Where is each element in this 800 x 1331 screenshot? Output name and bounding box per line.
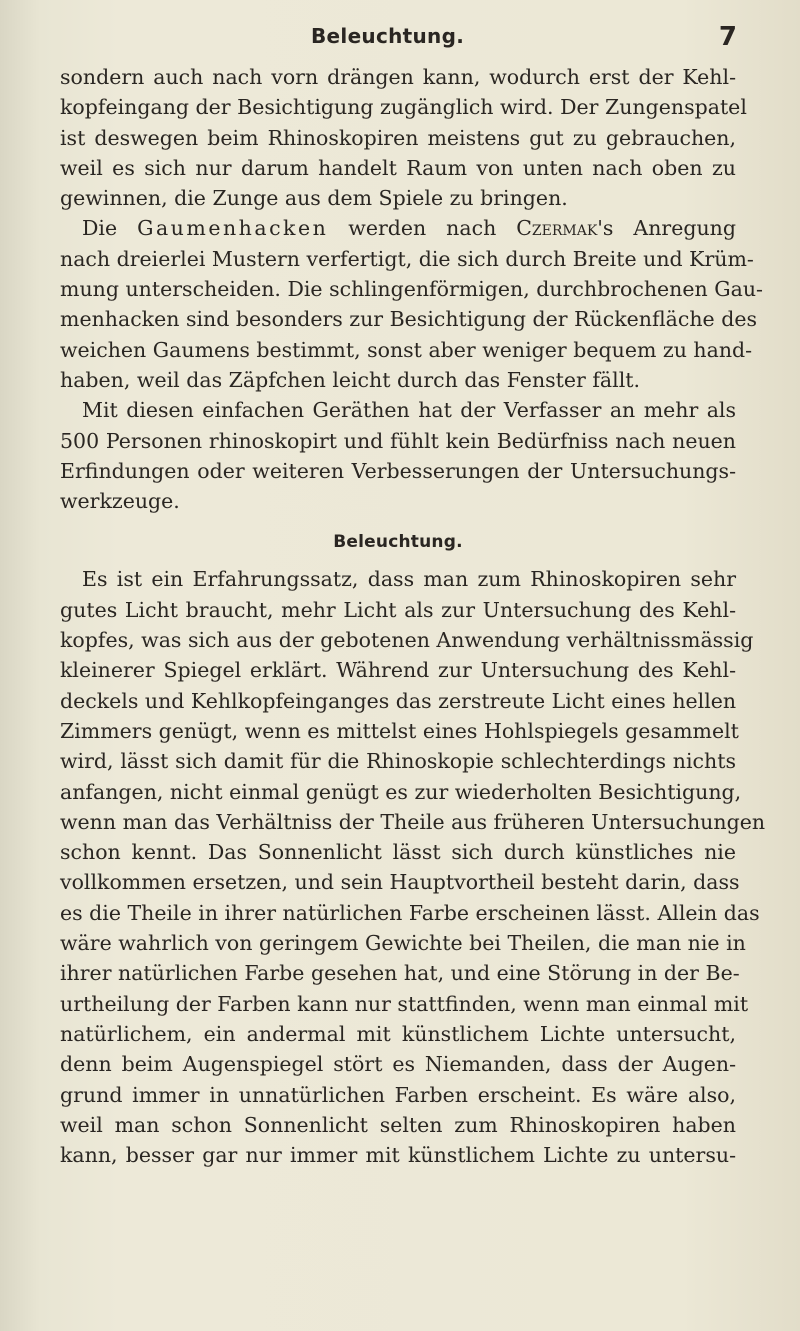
text-line: denn beim Augenspiegel stört es Niemanden, dass der Augen- bbox=[60, 1052, 736, 1077]
text-line: anfangen, nicht einmal genügt es zur wiederholten Besichtigung, bbox=[60, 779, 742, 804]
text-line: kopfes, was sich aus der gebotenen Anwendung verhältnissmässig bbox=[60, 628, 754, 653]
paragraph-4 bbox=[60, 564, 766, 1170]
text-line: schon kennt. Das Sonnenlicht lässt sich durch künstliches nie bbox=[60, 840, 736, 865]
text-line: natürlichem, ein andermal mit künstlichem Lichte untersucht, bbox=[60, 1021, 736, 1046]
page-header bbox=[0, 24, 800, 54]
text-line: ihrer natürlichen Farbe gesehen hat, und eine Störung in der Be- bbox=[60, 961, 740, 986]
text-line: urtheilung der Farben kann nur stattfinden, wenn man einmal mit bbox=[60, 991, 749, 1016]
text-line: deckels und Kehlkopfeinganges das zerstreute Licht eines hellen bbox=[60, 688, 737, 713]
text-line: wird, lässt sich damit für die Rhinoskopie schlechterdings nichts bbox=[60, 749, 736, 774]
text-line: nach dreierlei Mustern verfertigt, die sich durch Breite und Krüm- bbox=[60, 246, 754, 271]
page-number: 7 bbox=[718, 22, 737, 52]
text-line: gewinnen, die Zunge aus dem Spiele zu bringen. bbox=[60, 186, 568, 211]
text-line: gutes Licht braucht, mehr Licht als zur Untersuchung des Kehl- bbox=[60, 597, 736, 622]
line-prefix: Die bbox=[82, 216, 138, 241]
paragraph-3 bbox=[60, 395, 736, 516]
section-heading: Beleuchtung. bbox=[333, 532, 463, 553]
text-line: sondern auch nach vorn drängen kann, wodurch erst der Kehl- bbox=[60, 65, 736, 89]
text-line: haben, weil das Zäpfchen leicht durch das Fenster fällt. bbox=[60, 367, 641, 392]
text-line: Zimmers genügt, wenn es mittelst eines Hohlspiegels gesammelt bbox=[60, 718, 739, 743]
text-line: Es ist ein Erfahrungssatz, dass man zum Rhinoskopiren sehr bbox=[82, 567, 736, 592]
paragraph-1 bbox=[60, 62, 747, 213]
text-line: wäre wahrlich von geringem Gewichte bei Theilen, die man nie in bbox=[60, 931, 746, 956]
text-line: weil man schon Sonnenlicht selten zum Rhinoskopiren haben bbox=[60, 1112, 736, 1137]
text-line: kopfeingang der Besichtigung zugänglich wird. Der Zungenspatel bbox=[60, 95, 747, 120]
text-line: es die Theile in ihrer natürlichen Farbe erscheinen lässt. Allein das bbox=[60, 900, 760, 925]
running-title: Beleuchtung. bbox=[311, 24, 465, 48]
line-mid: werden nach bbox=[328, 216, 517, 241]
term-gaumenhacken: Gaumenhacken bbox=[137, 216, 329, 241]
text-line: mung unterscheiden. Die schlingenförmigen, durchbrochenen Gau- bbox=[60, 277, 763, 302]
text-line: Mit diesen einfachen Geräthen hat der Verfasser an mehr als bbox=[82, 398, 736, 423]
line-suffix: 's Anregung bbox=[597, 216, 736, 241]
text-line: weichen Gaumens bestimmt, sonst aber weniger bequem zu hand- bbox=[60, 337, 753, 362]
paragraph-2 bbox=[60, 213, 763, 395]
text-line: ist deswegen beim Rhinoskopiren meistens gut zu gebrauchen, bbox=[60, 125, 736, 150]
text-line: vollkommen ersetzen, und sein Hauptvortheil besteht darin, dass bbox=[60, 870, 740, 895]
text-line: grund immer in unnatürlichen Farben erscheint. Es wäre also, bbox=[60, 1082, 736, 1107]
text-line: kann, besser gar nur immer mit künstlichem Lichte zu untersu- bbox=[60, 1143, 736, 1168]
body-text bbox=[60, 62, 766, 1170]
text-line: Erfindungen oder weiteren Verbesserungen der Untersuchungs- bbox=[60, 458, 736, 483]
text-line: 500 Personen rhinoskopirt und fühlt kein Bedürfniss nach neuen bbox=[60, 428, 736, 453]
text-line: weil es sich nur darum handelt Raum von unten nach oben zu bbox=[60, 155, 736, 180]
text-line: wenn man das Verhältniss der Theile aus früheren Untersuchungen bbox=[60, 809, 766, 834]
text-line bbox=[60, 213, 736, 243]
author-name: Czermak bbox=[516, 216, 598, 241]
text-line: werkzeuge. bbox=[60, 489, 180, 514]
text-line: kleinerer Spiegel erklärt. Während zur Untersuchung des Kehl- bbox=[60, 658, 736, 683]
text-line: menhacken sind besonders zur Besichtigung der Rückenfläche des bbox=[60, 307, 757, 332]
